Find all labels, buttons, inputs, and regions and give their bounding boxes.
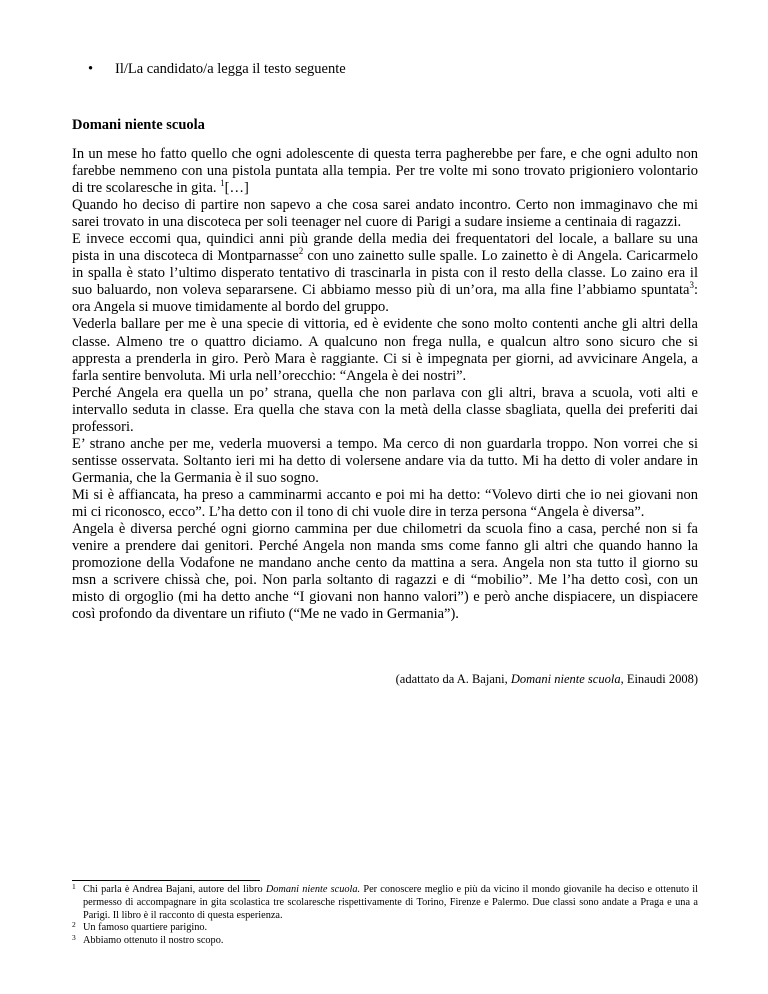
source-prefix: (adattato da A. Bajani, [395, 672, 511, 686]
paragraph-text: con uno zainetto sulle spalle. Lo zainetto è di Angela. Caricarmelo in spalla è stato l’ultimo disperato tentativo di trascinarla in pista con il resto della classe. Lo zaino era il suo baluardo, non voleva separarsene. Ci abbiamo messo più di un’ora, ma alla fine l’abbiamo spuntata [72, 248, 698, 299]
instruction-line [88, 60, 346, 78]
paragraph [72, 385, 698, 436]
footnote-number: 2 [72, 920, 76, 930]
document-title: Domani niente scuola [72, 117, 205, 133]
paragraph [72, 521, 698, 623]
paragraph-text: Perché Angela era quella un po’ strana, quella che non parlava con gli altri, brava a scuola, voti alti e intervallo seduta in classe. Era quella che stava con la metà della classe sbagliata, quella dei preferiti dai professori. [72, 384, 698, 435]
footnote [72, 884, 698, 922]
paragraph [72, 436, 698, 487]
paragraph-text: Angela è diversa perché ogni giorno cammina per due chilometri da scuola fino a casa, perché non si fa venire a prendere dai genitori. Perché Angela non manda sms come fanno gli altri che quando hanno la promozione della Vodafone ne mandano anche cento da mattina a sera. Angela non sta tutto il giorno su msn a scrivere chissà che, poi. Non parla soltanto di ragazzi e di “mobilio”. Me l’ha detto così, con un misto di orgoglio (mi ha detto anche “I giovani non hanno valori”) e però anche dispiacere, un dispiacere così profondo da diventare un rifiuto (“Me ne vado in Germania”). [72, 521, 698, 623]
footnote-text: Abbiamo ottenuto il nostro scopo. [83, 935, 224, 947]
paragraph-text: E invece eccomi qua, quindici anni più grande della media dei frequentatori del locale, a ballare su una pista in una discoteca di Montparnasse [72, 231, 698, 265]
source-book-title: Domani niente scuola [510, 672, 621, 686]
body-text [72, 146, 698, 623]
footnote-divider [72, 880, 260, 881]
footnote-number: 1 [72, 882, 76, 891]
footnote-ref: 1 [220, 178, 225, 189]
paragraph [72, 231, 698, 316]
source-suffix: , Einaudi 2008) [620, 672, 698, 686]
paragraph-text: Quando ho deciso di partire non sapevo a che cosa sarei andato incontro. Certo non immaginavo che mi sarei trovato in una discoteca per soli teenager nel cuore di Parigi a sudare insieme a centinaia di ragazzi. [72, 197, 698, 231]
paragraph-text: Vederla ballare per me è una specie di vittoria, ed è evidente che sono molto contenti anche gli altri della classe. Almeno tre o quattro diciamo. A qualcuno non frega nulla, e qualcun altro sono sicuro che si appresta a prenderla in giro. Però Mara è raggiante. Ci si è impegnata per giorni, ad avvicinare Angela, a farla sentire benvoluta. Mi urla nell’orecchio: “Angela è dei nostri”. [72, 316, 698, 384]
footnote-ref: 3 [689, 280, 694, 291]
bullet-icon: • [88, 61, 94, 77]
footnote-book-title: Domani niente scuola. [265, 884, 361, 895]
source-citation [396, 671, 698, 687]
footnote-text: Un famoso quartiere parigino. [83, 922, 208, 934]
footnotes [72, 884, 698, 948]
paragraph [72, 316, 698, 384]
footnote-number: 3 [72, 933, 76, 943]
footnote [72, 935, 698, 948]
footnote-ref: 2 [298, 246, 304, 257]
paragraph [72, 146, 698, 197]
footnote [72, 922, 698, 935]
footnote-text: Per conoscere meglio e più da vicino il mondo giovanile ha deciso e ottenuto il permesso di accompagnare in gita scolastica tre scolaresche rispettivamente di Torino, Firenze e Palermo. Due classi sono andate a Praga e una a Parigi. Il libro è il racconto di questa esperienza. [83, 884, 698, 921]
paragraph-text: E’ strano anche per me, vederla muoversi a tempo. Ma cerco di non guardarla troppo. Non vorrei che si sentisse osservata. Soltanto ieri mi ha detto di volersene andare via da tutto. Mi ha detto di voler andare in Germania, che la Germania è il suo sogno. [72, 435, 698, 486]
instruction-text: Il/La candidato/a legga il testo seguente [115, 61, 346, 77]
paragraph [72, 487, 698, 521]
paragraph-text: […] [224, 180, 249, 197]
paragraph-text: Mi si è affiancata, ha preso a camminarmi accanto e poi mi ha detto: “Volevo dirti che io nei giovani non mi ci riconosco, ecco”. L’ha detto con il tono di chi vuole dire in terza persona “Angela è diversa”. [72, 486, 698, 520]
footnote-text: Chi parla è Andrea Bajani, autore del libro [83, 884, 266, 895]
paragraph [72, 197, 698, 231]
paragraph-text: : ora Angela si muove timidamente al bordo del gruppo. [72, 282, 698, 316]
paragraph-text: In un mese ho fatto quello che ogni adolescente di questa terra pagherebbe per fare, e che ogni adulto non farebbe nemmeno con una pistola puntata alla tempia. Per tre volte mi sono trovato prigioniero volontario di tre scolaresche in gita. [72, 146, 698, 197]
